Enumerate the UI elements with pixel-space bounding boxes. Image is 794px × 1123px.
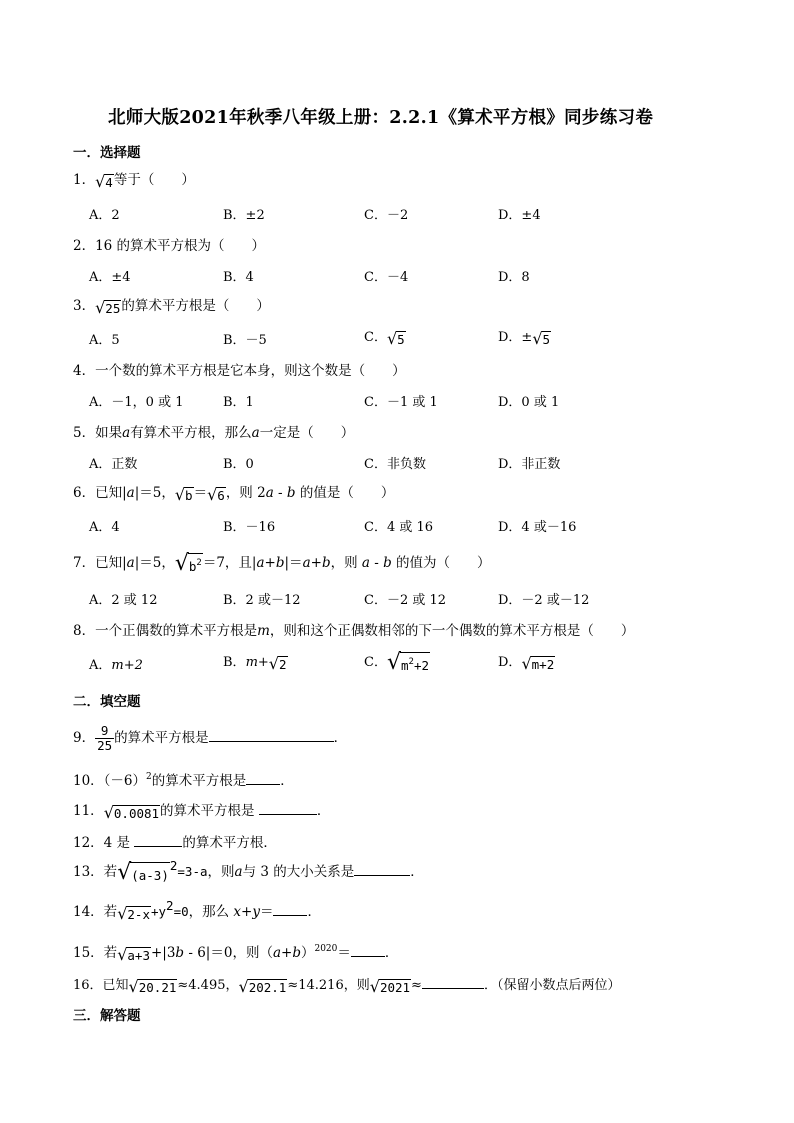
q7-text-mid4: ，则 <box>330 555 362 571</box>
radical-sign: √ 20.21 <box>128 977 177 996</box>
q8-option-d-radicand: m+2 <box>531 657 555 672</box>
q7-minus: - <box>369 555 384 571</box>
question-10 <box>73 772 294 789</box>
q1-option-d: D．±4 <box>498 208 541 223</box>
answer-blank[interactable] <box>209 729 334 742</box>
q6-variable: b <box>286 485 296 501</box>
q5-variable: a <box>251 425 260 441</box>
question-15-text-mid3: ） <box>300 945 315 961</box>
q8-text-pre: 8．一个正偶数的算术平方根是 <box>73 623 258 639</box>
q7-option-c: C．－2 或 12 <box>364 593 447 608</box>
radical-sign: √ 2 <box>268 654 287 673</box>
radical-sign: √ 202.1 <box>238 977 287 996</box>
q16-value-1: ≈4.495， <box>177 978 239 993</box>
q13-exponent: 2 <box>169 858 178 873</box>
q8-option-c-base: m <box>400 658 409 673</box>
q15-radicand: a+3 <box>127 948 150 963</box>
q6-variable: a <box>265 485 274 501</box>
q2-option-c: C．－4 <box>364 270 409 285</box>
q6-option-b: B．－16 <box>223 520 276 535</box>
radical-sign: √ 0.0081 <box>103 803 160 822</box>
q3-option-d-radicand: 5 <box>542 332 551 347</box>
q2-option-b: B．4 <box>223 270 254 285</box>
q8-option-c <box>364 652 430 674</box>
q7-variable: b <box>321 555 331 571</box>
question-3-number: 3． <box>73 298 96 314</box>
question-13-text-pre: 13．若 <box>73 864 118 880</box>
q8-option-c-exponent: 2 <box>408 657 414 667</box>
question-9 <box>73 724 347 753</box>
answer-blank[interactable] <box>351 944 385 957</box>
q5-option-c: C．非负数 <box>364 457 426 472</box>
section-choice-heading: 一．选择题 <box>73 145 141 161</box>
question-15-equals: ＝ <box>337 945 351 961</box>
q16-approx: ≈ <box>411 978 422 993</box>
question-3-text: 的算术平方根是（ ） <box>121 298 270 314</box>
q4-option-a: A．－1，0 或 1 <box>89 395 184 410</box>
q3-radicand: 25 <box>105 301 121 316</box>
q7-text-mid2: ＝7，且| <box>202 555 257 571</box>
question-4: 4．一个数的算术平方根是它本身，则这个数是（ ） <box>73 363 406 379</box>
q8-option-c-radicand <box>400 652 430 674</box>
question-14-equals: ＝ <box>259 904 274 920</box>
q3-option-d-label: D．± <box>498 330 533 345</box>
q6-text-post: ，则 2 <box>225 485 266 501</box>
q8-option-a-label: A． <box>89 658 112 673</box>
question-8 <box>73 625 634 639</box>
q16-value-2: ≈14.216，则 <box>287 978 370 993</box>
q7-radicand-base: b <box>188 559 197 574</box>
q7-plus: + <box>264 555 276 571</box>
radical-sign: √ 4 <box>95 172 113 191</box>
question-16 <box>73 976 620 995</box>
question-14-end: ． <box>307 904 321 920</box>
q6-radicand-6: 6 <box>217 488 225 503</box>
q5-option-d: D．非正数 <box>498 457 561 472</box>
question-13-text-mid: ，则 <box>207 864 235 880</box>
fraction <box>95 724 114 753</box>
radical-sign: √ 5 <box>532 329 551 348</box>
q8-option-a <box>89 659 143 672</box>
q8-option-b-label: B． <box>223 655 246 670</box>
answer-blank[interactable] <box>259 802 317 815</box>
q15-exponent: 2020 <box>314 944 338 954</box>
question-9-end: ． <box>333 730 348 746</box>
question-11-end: ． <box>316 803 331 819</box>
radical-sign: √ (a-3) <box>117 860 169 885</box>
question-7 <box>73 553 491 575</box>
q7-text-pre: 7．已知| <box>73 555 127 571</box>
q14-plus-term: +y <box>150 904 167 919</box>
radical-sign: √ 25 <box>95 298 121 317</box>
question-2: 2．16 的算术平方根为（ ） <box>73 238 266 254</box>
q8-option-d-label: D． <box>498 655 522 670</box>
q7-text-mid3: |＝ <box>284 555 303 571</box>
q14-expression: x+y <box>233 904 260 920</box>
question-5 <box>73 427 354 441</box>
question-13 <box>73 858 424 885</box>
q16-radicand-1: 20.21 <box>138 980 177 995</box>
q6-option-a: A．4 <box>89 520 120 535</box>
question-13-text-post: 与 3 的大小关系是 <box>242 864 355 880</box>
radical-sign: √ 2-x <box>117 904 150 923</box>
q6-variable: a <box>126 485 135 501</box>
q8-text-post: ，则和这个正偶数相邻的下一个偶数的算术平方根是（ ） <box>269 623 635 639</box>
q7-text-mid: |＝5， <box>134 555 175 571</box>
q7-option-a: A．2 或 12 <box>89 593 158 608</box>
answer-blank[interactable] <box>134 834 182 847</box>
q8-option-a-value: m+2 <box>111 658 143 673</box>
answer-blank[interactable] <box>422 976 484 989</box>
q3-option-c-label: C． <box>364 330 387 345</box>
q2-option-a: A．±4 <box>89 270 131 285</box>
question-1-text: 等于（ ） <box>113 172 195 188</box>
q7-variable: b <box>275 555 285 571</box>
q7-option-d: D．－2 或－12 <box>498 593 590 608</box>
q3-option-d <box>498 331 551 347</box>
radical-sign: √ m+2 <box>521 654 555 673</box>
q6-text-pre: 6．已知| <box>73 485 127 501</box>
q8-option-b <box>223 656 288 672</box>
q7-exponent: 2 <box>196 558 202 568</box>
q6-option-d: D．4 或－16 <box>498 520 577 535</box>
q7-variable: a <box>302 555 311 571</box>
q7-variable: a <box>256 555 265 571</box>
question-10-text-post: 的算术平方根是 <box>151 773 247 789</box>
q15-variable: b <box>175 945 185 961</box>
q2-option-d: D．8 <box>498 270 530 285</box>
q6-option-c: C．4 或 16 <box>364 520 434 535</box>
q16-radicand-3: 2021 <box>379 980 411 995</box>
q7-variable: a <box>361 555 370 571</box>
answer-blank[interactable] <box>246 772 280 785</box>
answer-blank[interactable] <box>273 903 307 916</box>
q4-option-c: C．－1 或 1 <box>364 395 438 410</box>
q1-option-b: B．±2 <box>223 208 265 223</box>
radical-sign: √ 5 <box>386 329 405 348</box>
q1-radicand: 4 <box>105 175 113 190</box>
q4-option-b: B．1 <box>223 395 254 410</box>
q5-variable: a <box>122 425 131 441</box>
question-14-text-pre: 14．若 <box>73 904 118 920</box>
q8-option-b-radicand: 2 <box>279 657 287 672</box>
question-11-number: 11． <box>73 803 104 819</box>
page-title: 北师大版2021年秋季八年级上册：2.2.1《算术平方根》同步练习卷 <box>108 108 654 128</box>
q7-plus: + <box>310 555 322 571</box>
question-16-text-pre: 16．已知 <box>73 978 129 993</box>
q10-exponent: 2 <box>146 772 152 782</box>
q3-option-b: B．－5 <box>223 333 267 348</box>
question-11-text: 的算术平方根是 <box>160 803 255 819</box>
question-3 <box>73 300 270 316</box>
section-fill-heading: 二．填空题 <box>73 694 141 710</box>
q6-minus: - <box>273 485 287 501</box>
q8-option-c-tail: +2 <box>413 658 429 673</box>
question-11 <box>73 802 330 821</box>
radical-sign: √ $b^2$ <box>174 551 202 576</box>
q7-variable: b <box>383 555 392 571</box>
q5-text-pre: 5．如果 <box>73 425 123 441</box>
q14-exponent: 2 <box>166 898 174 913</box>
question-13-end: ． <box>410 864 424 880</box>
q5-text-post: 一定是（ ） <box>259 425 355 441</box>
fraction-numerator: 9 <box>95 724 114 739</box>
q8-option-d <box>498 656 555 672</box>
q6-radicand-b: b <box>185 488 193 503</box>
question-14-text-mid: ，那么 <box>188 904 234 920</box>
question-12-text-pre: 12．4 是 <box>73 835 131 851</box>
answer-blank[interactable] <box>354 863 410 876</box>
q7-variable: a <box>126 555 135 571</box>
question-12 <box>73 834 277 851</box>
q6-text-end: 的值是（ ） <box>295 485 395 501</box>
q6-equals: ＝ <box>193 485 208 501</box>
q1-option-a: A．2 <box>89 208 120 223</box>
q3-option-c-radicand: 5 <box>397 332 405 347</box>
q15-expression: a+b <box>272 945 301 961</box>
question-12-text-post: 的算术平方根． <box>182 835 277 851</box>
q13-variable: a <box>234 864 243 880</box>
question-15 <box>73 944 398 963</box>
radical-sign: √ 2021 <box>369 977 411 996</box>
q11-radicand: 0.0081 <box>113 806 160 821</box>
q8-variable: m <box>257 623 270 639</box>
question-15-end: ． <box>384 945 399 961</box>
question-15-text-mid2: - 6|＝0，则（ <box>184 945 273 961</box>
q13-radicand: (a-3) <box>130 862 170 884</box>
question-14 <box>73 898 321 923</box>
section-answer-heading: 三．解答题 <box>73 1008 141 1024</box>
q13-equation: =3-a <box>177 864 208 879</box>
question-1 <box>73 174 195 190</box>
q14-equation: =0 <box>173 904 189 919</box>
q6-text-mid: |＝5， <box>134 485 175 501</box>
question-6 <box>73 487 394 503</box>
q8-option-b-value: m+ <box>245 655 269 670</box>
question-15-text-pre: 15．若 <box>73 945 118 961</box>
question-10-text: 10．（－6） <box>73 773 147 789</box>
question-15-text-mid: +|3 <box>150 945 176 961</box>
q7-option-b: B．2 或－12 <box>223 593 301 608</box>
q14-radicand: 2-x <box>127 907 150 922</box>
q7-radicand <box>188 553 203 575</box>
question-1-number: 1． <box>73 172 96 188</box>
question-9-text: 的算术平方根是 <box>114 730 209 746</box>
fraction-denominator: 25 <box>97 738 113 753</box>
q1-option-c: C．－2 <box>364 208 409 223</box>
q5-option-a: A．正数 <box>89 457 138 472</box>
q5-option-b: B．0 <box>223 457 254 472</box>
radical-sign: √ $m^2+2$ <box>386 650 429 675</box>
question-10-end: ． <box>280 773 294 789</box>
radical-sign: √ 6 <box>207 485 225 504</box>
question-16-text-post: ．（保留小数点后两位） <box>483 978 621 993</box>
q7-text-post: 的值为（ ） <box>391 555 491 571</box>
q8-option-c-label: C． <box>364 655 387 670</box>
q3-option-a: A．5 <box>89 333 120 348</box>
q16-radicand-2: 202.1 <box>248 980 287 995</box>
q4-option-d: D．0 或 1 <box>498 395 560 410</box>
radical-sign: √ a+3 <box>117 945 150 964</box>
q5-text-mid: 有算术平方根，那么 <box>130 425 252 441</box>
radical-sign: √ b <box>174 485 193 504</box>
q3-option-c <box>364 331 406 347</box>
question-9-number: 9． <box>73 730 96 746</box>
